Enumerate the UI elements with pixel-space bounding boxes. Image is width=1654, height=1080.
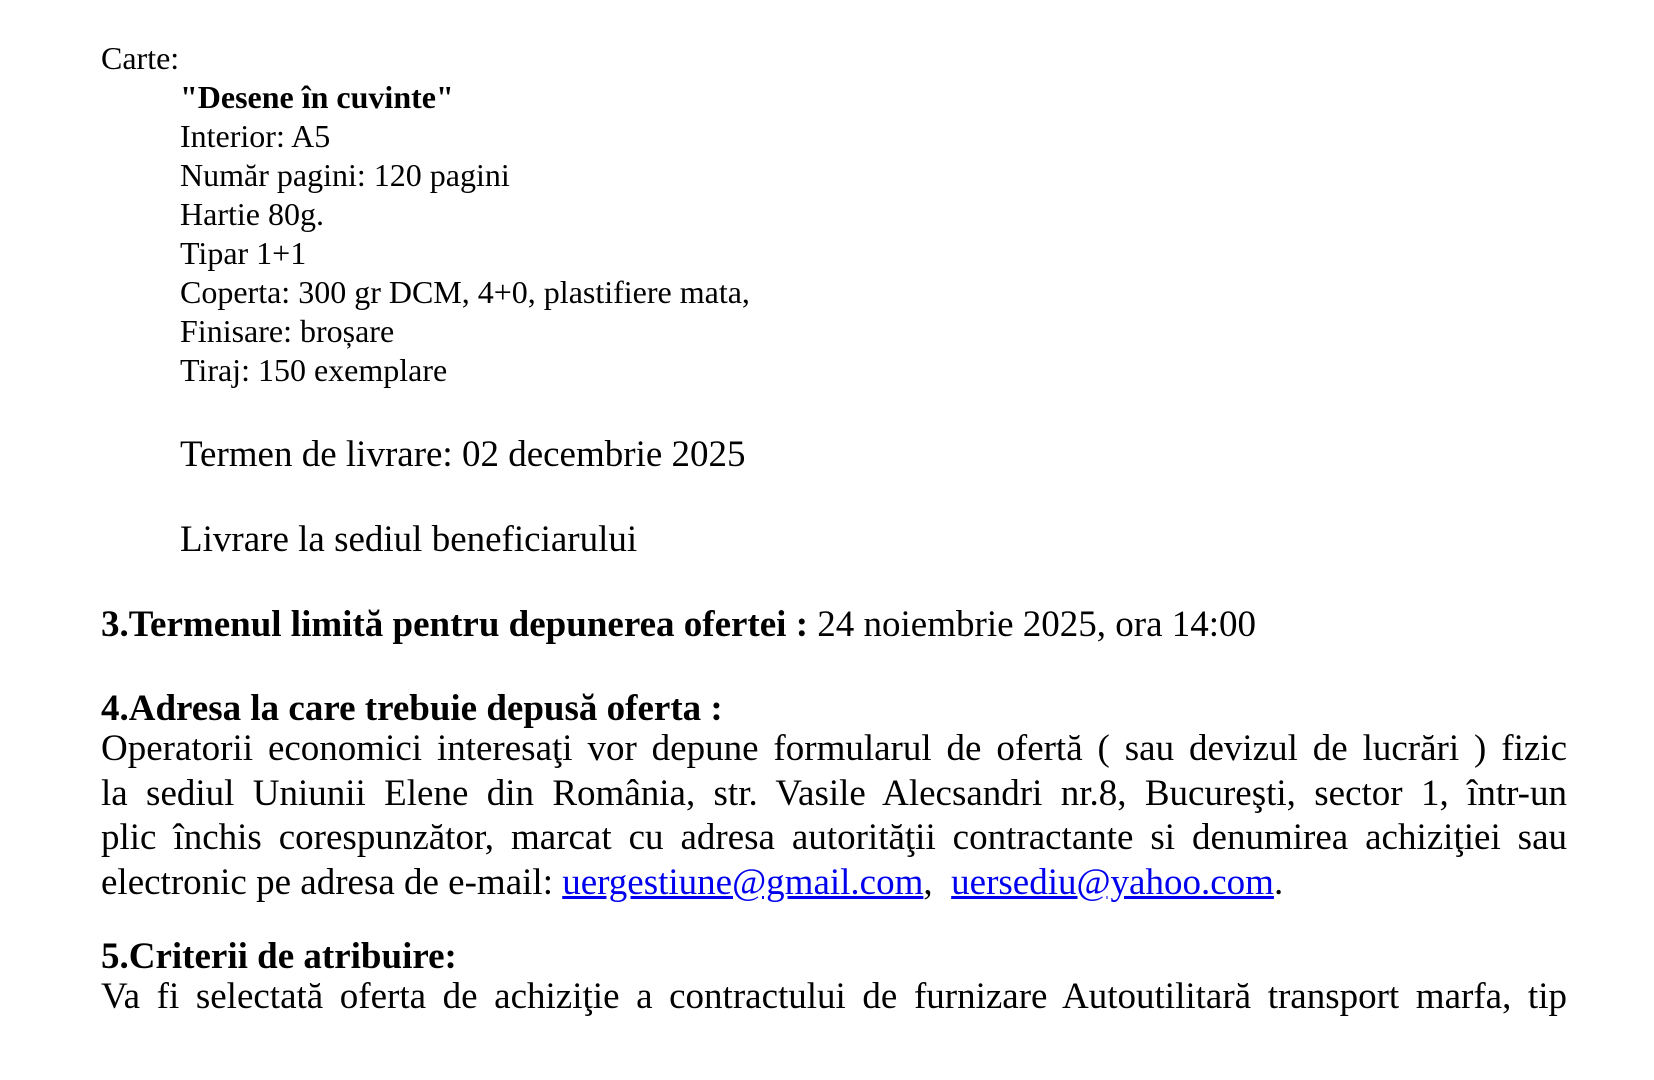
section-4-line-2: la sediul Uniunii Elene din România, str. Vasile Alecsandri nr.8, Bucureşti, sector 1, într-un xyxy=(101,772,1567,814)
spec-print-run: Tiraj: 150 exemplare xyxy=(180,352,448,388)
product-heading: Carte: xyxy=(101,40,180,76)
section-4-line-4 xyxy=(101,861,1283,906)
delivery-place: Livrare la sediul beneficiarului xyxy=(180,519,638,560)
spec-finishing: Finisare: broșare xyxy=(180,313,395,349)
spec-print: Tipar 1+1 xyxy=(180,235,307,271)
section-3-deadline xyxy=(101,606,1256,643)
spec-interior: Interior: A5 xyxy=(180,118,331,154)
section-5-line-1: Va fi selectată oferta de achiziţie a contractului de furnizare Autoutilitară transport marfa, tip xyxy=(101,976,1567,1017)
section-3-value: 24 noiembrie 2025, ora 14:00 xyxy=(808,604,1257,645)
spec-paper: Hartie 80g. xyxy=(180,196,324,232)
section-5-heading: 5.Criterii de atribuire: xyxy=(101,936,457,977)
email-separator: , xyxy=(923,861,952,903)
section-4-line-1: Operatorii economici interesaţi vor depune formularul de ofertă ( sau devizul de lucrări ) fizic xyxy=(101,728,1567,769)
email-link-sediu[interactable]: uersediu@yahoo.com xyxy=(951,861,1274,903)
section-4-heading: 4.Adresa la care trebuie depusă oferta : xyxy=(101,688,723,729)
spec-pages: Număr pagini: 120 pagini xyxy=(180,157,510,193)
book-title: "Desene în cuvinte" xyxy=(180,79,454,115)
spec-cover: Coperta: 300 gr DCM, 4+0, plastifiere mata, xyxy=(180,274,750,310)
email-line-suffix: . xyxy=(1273,861,1284,903)
email-line-prefix: electronic pe adresa de e-mail: xyxy=(101,861,563,903)
delivery-term: Termen de livrare: 02 decembrie 2025 xyxy=(180,434,746,475)
section-3-label: 3.Termenul limită pentru depunerea ofertei : xyxy=(101,604,809,645)
email-link-gestiune[interactable]: uergestiune@gmail.com xyxy=(562,861,924,903)
section-4-line-3: plic închis corespunzător, marcat cu adresa autorităţii contractante si denumirea achiziţiei sau xyxy=(101,817,1567,858)
